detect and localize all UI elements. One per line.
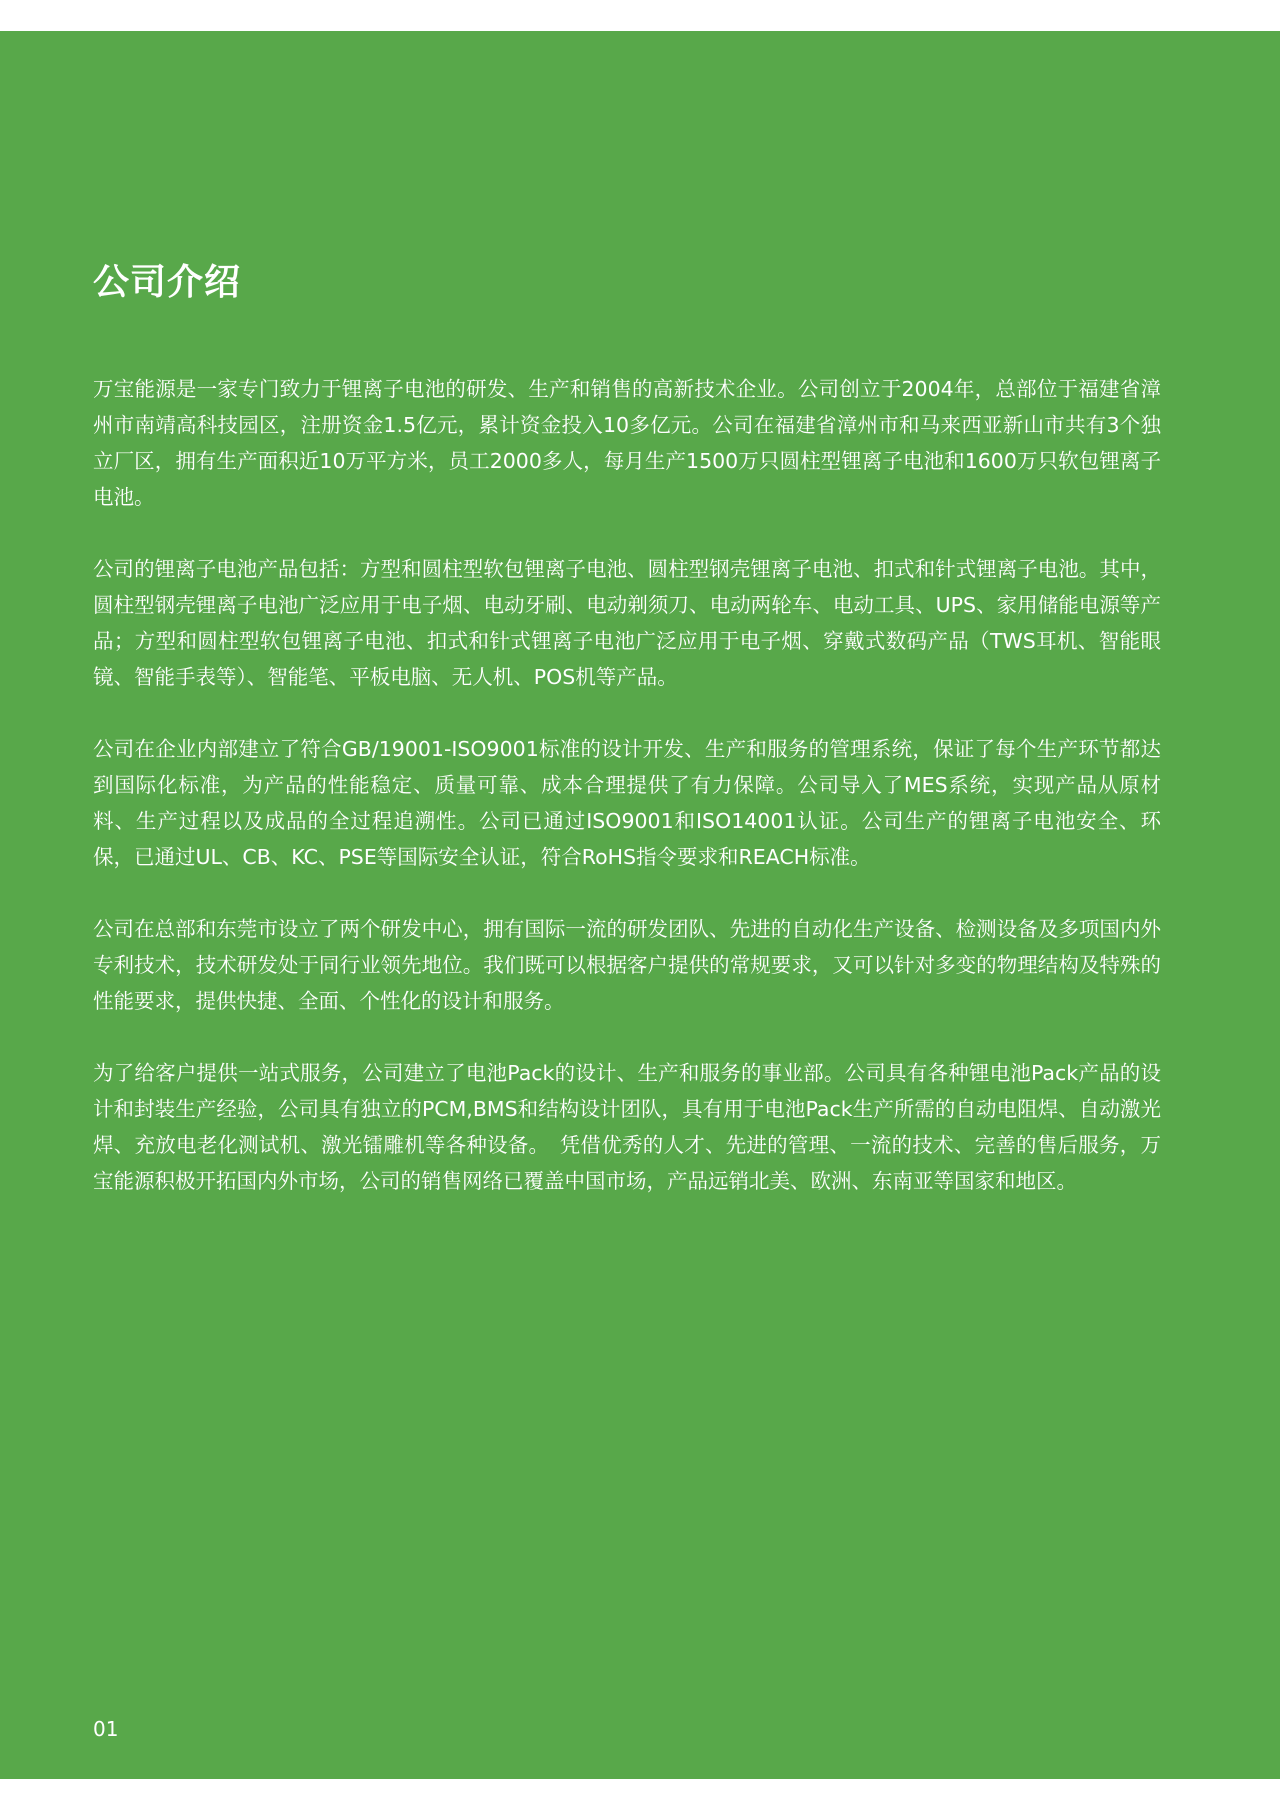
page-title: 公司介绍	[93, 262, 242, 303]
green-page	[0, 31, 1280, 1779]
page-number: 01	[93, 1717, 119, 1741]
paragraph-quality: 公司在企业内部建立了符合GB/19001-ISO9001标准的设计开发、生产和服务的管理系统，保证了每个生产环节都达到国际化标准，为产品的性能稳定、质量可靠、成本合理提供了有力保障。公司导入了MES系统，实现产品从原材料、生产过程以及成品的全过程追溯性。公司已通过ISO9001和ISO14001认证。公司生产的锂离子电池安全、环保，已通过UL、CB、KC、PSE等国际安全认证，符合RoHS指令要求和REACH标准。	[93, 737, 1161, 869]
paragraph-pack-service: 为了给客户提供一站式服务，公司建立了电池Pack的设计、生产和服务的事业部。公司具有各种锂电池Pack产品的设计和封装生产经验，公司具有独立的PCM,BMS和结构设计团队，具有用于电池Pack生产所需的自动电阻焊、自动激光焊、充放电老化测试机、激光镭雕机等各种设备。 凭借优秀的人才、先进的管理、一流的技术、完善的售后服务，万宝能源积极开拓国内外市场，公司的销售网络已覆盖中国市场，产品远销北美、欧洲、东南亚等国家和地区。	[93, 1061, 1161, 1193]
body-text	[93, 371, 1161, 1235]
paragraph-products: 公司的锂离子电池产品包括：方型和圆柱型软包锂离子电池、圆柱型钢壳锂离子电池、扣式和针式锂离子电池。其中，圆柱型钢壳锂离子电池广泛应用于电子烟、电动牙刷、电动剃须刀、电动两轮车、电动工具、UPS、家用储能电源等产品；方型和圆柱型软包锂离子电池、扣式和针式锂离子电池广泛应用于电子烟、穿戴式数码产品（TWS耳机、智能眼镜、智能手表等）、智能笔、平板电脑、无人机、POS机等产品。	[93, 557, 1161, 689]
paragraph-intro: 万宝能源是一家专门致力于锂离子电池的研发、生产和销售的高新技术企业。公司创立于2004年，总部位于福建省漳州市南靖高科技园区，注册资金1.5亿元，累计资金投入10多亿元。公司在福建省漳州市和马来西亚新山市共有3个独立厂区，拥有生产面积近10万平方米，员工2000多人，每月生产1500万只圆柱型锂离子电池和1600万只软包锂离子电池。	[93, 377, 1161, 509]
paragraph-rnd: 公司在总部和东莞市设立了两个研发中心，拥有国际一流的研发团队、先进的自动化生产设备、检测设备及多项国内外专利技术，技术研发处于同行业领先地位。我们既可以根据客户提供的常规要求，又可以针对多变的物理结构及特殊的性能要求，提供快捷、全面、个性化的设计和服务。	[93, 917, 1161, 1013]
